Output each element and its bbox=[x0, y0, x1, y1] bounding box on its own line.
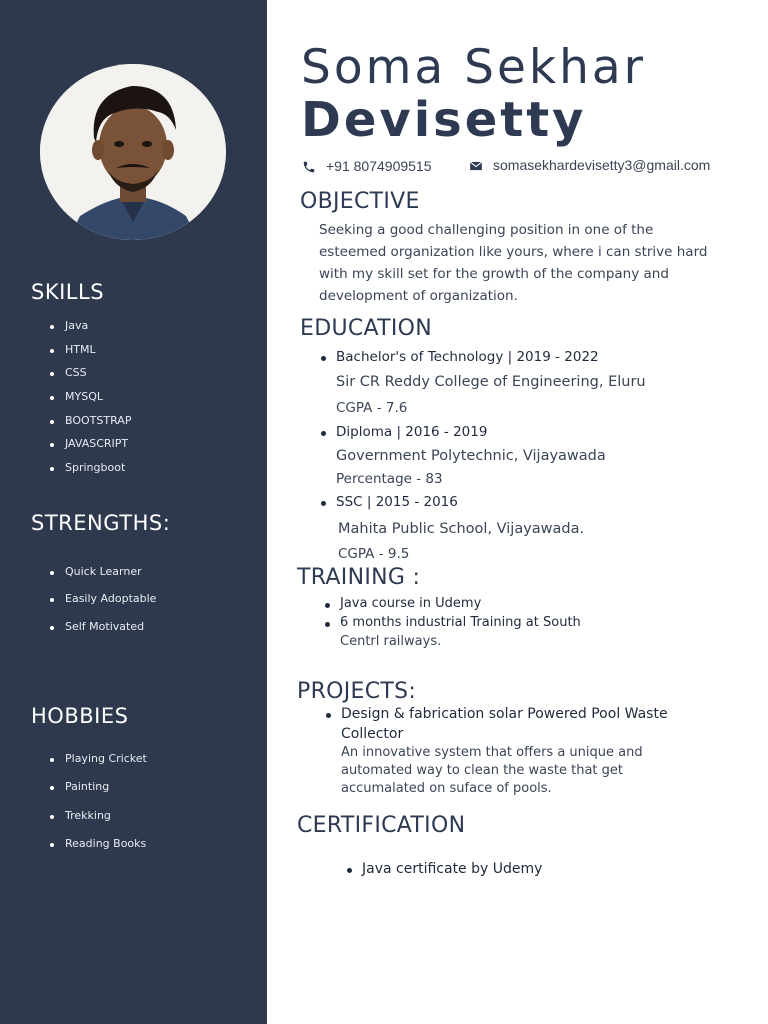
strengths-heading: STRENGTHS: bbox=[31, 511, 171, 535]
education-score: Percentage - 83 bbox=[336, 471, 443, 487]
list-item: Trekking bbox=[48, 809, 147, 837]
email-address: somasekhardevisetty3@gmail.com bbox=[493, 157, 711, 173]
list-item: Java bbox=[48, 319, 131, 343]
skills-list bbox=[48, 319, 131, 485]
education-score: CGPA - 9.5 bbox=[338, 546, 410, 562]
objective-line: esteemed organization like yours, where i can strive hard bbox=[319, 244, 708, 260]
profile-photo bbox=[40, 64, 226, 240]
phone-number: +91 8074909515 bbox=[326, 158, 432, 174]
objective-line: development of organization. bbox=[319, 288, 518, 304]
list-item: Quick Learner bbox=[48, 565, 156, 592]
certification-item: Java certificate by Udemy bbox=[362, 861, 543, 877]
objective-heading: OBJECTIVE bbox=[300, 189, 420, 214]
certification-heading: CERTIFICATION bbox=[297, 813, 466, 838]
project-title: Design & fabrication solar Powered Pool Waste bbox=[341, 706, 668, 722]
skills-heading: SKILLS bbox=[31, 280, 105, 304]
hobbies-list bbox=[48, 752, 147, 865]
training-item: 6 months industrial Training at South bbox=[340, 615, 581, 630]
hobbies-heading: HOBBIES bbox=[31, 704, 129, 728]
objective-line: Seeking a good challenging position in one of the bbox=[319, 222, 654, 238]
education-title: Diploma | 2016 - 2019 bbox=[336, 424, 488, 440]
list-item: Easily Adoptable bbox=[48, 592, 156, 619]
education-heading: EDUCATION bbox=[300, 316, 433, 341]
list-item: HTML bbox=[48, 343, 131, 367]
first-name: Soma Sekhar bbox=[301, 40, 646, 95]
list-item: CSS bbox=[48, 366, 131, 390]
list-item: Springboot bbox=[48, 461, 131, 485]
project-description: An innovative system that offers a unique and bbox=[341, 745, 643, 760]
main-content bbox=[267, 0, 768, 1024]
list-item: MYSQL bbox=[48, 390, 131, 414]
phone-icon bbox=[302, 160, 316, 174]
objective-line: with my skill set for the growth of the company and bbox=[319, 266, 669, 282]
project-description: automated way to clean the waste that get bbox=[341, 763, 624, 778]
education-score: CGPA - 7.6 bbox=[336, 400, 408, 416]
last-name: Devisetty bbox=[301, 92, 587, 148]
education-school: Sir CR Reddy College of Engineering, Eluru bbox=[336, 374, 646, 390]
envelope-icon bbox=[469, 159, 483, 173]
strengths-list bbox=[48, 565, 156, 647]
training-item: Java course in Udemy bbox=[340, 596, 482, 611]
training-heading: TRAINING : bbox=[297, 565, 421, 590]
list-item: Reading Books bbox=[48, 837, 147, 865]
sidebar bbox=[0, 0, 267, 1024]
education-school: Mahita Public School, Vijayawada. bbox=[338, 521, 585, 537]
education-school: Government Polytechnic, Vijayawada bbox=[336, 448, 606, 464]
list-item: JAVASCRIPT bbox=[48, 437, 131, 461]
training-item-continued: Centrl railways. bbox=[340, 634, 442, 649]
list-item: Playing Cricket bbox=[48, 752, 147, 780]
person-portrait-icon bbox=[40, 64, 226, 240]
project-description: accumalated on suface of pools. bbox=[341, 781, 552, 796]
project-title-continued: Collector bbox=[341, 726, 404, 742]
education-title: Bachelor's of Technology | 2019 - 2022 bbox=[336, 349, 599, 365]
projects-heading: PROJECTS: bbox=[297, 679, 417, 704]
list-item: BOOTSTRAP bbox=[48, 414, 131, 438]
list-item: Self Motivated bbox=[48, 620, 156, 647]
education-title: SSC | 2015 - 2016 bbox=[336, 494, 458, 510]
objective-text bbox=[319, 219, 707, 307]
list-item: Painting bbox=[48, 780, 147, 808]
